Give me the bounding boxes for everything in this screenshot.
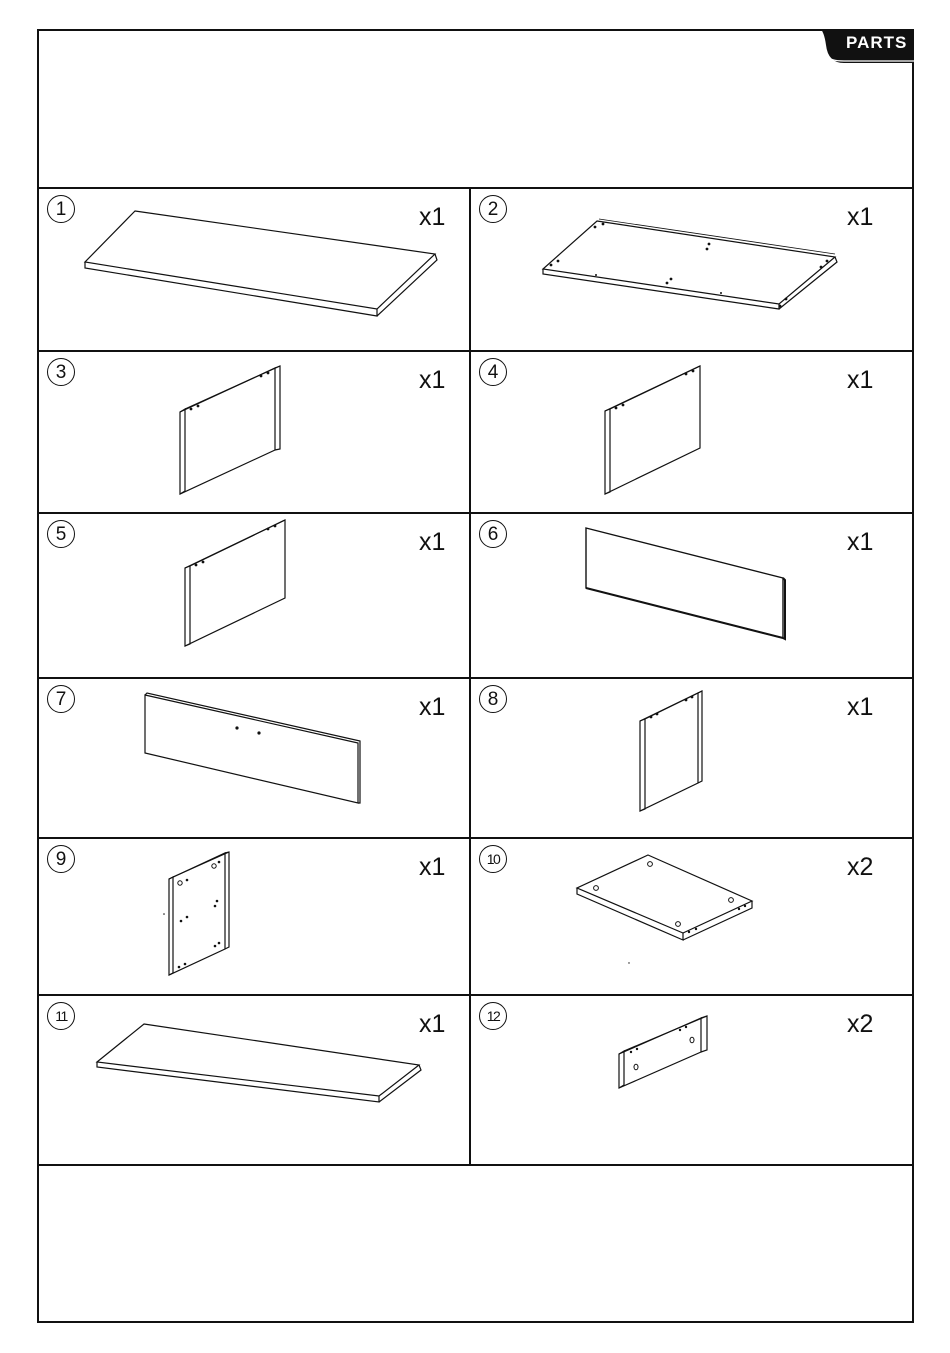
part-8-divider-panel-drawing	[471, 679, 913, 837]
part-12-support-strip-drawing	[471, 996, 913, 1164]
grid-bottom-line	[37, 1164, 914, 1166]
part-number-6: 6	[479, 520, 507, 548]
part-11-shelf-panel-drawing	[39, 996, 469, 1164]
parts-tab-label: PARTS	[846, 33, 908, 52]
part-quantity-10: x2	[847, 853, 874, 881]
part-cell-7	[39, 679, 469, 837]
part-number-8: 8	[479, 685, 507, 713]
part-quantity-4: x1	[847, 366, 874, 394]
part-cell-1	[39, 189, 469, 350]
part-quantity-7: x1	[419, 693, 446, 721]
part-3-side-panel-drawing	[39, 352, 469, 512]
part-number-2: 2	[479, 195, 507, 223]
part-number-9: 9	[47, 845, 75, 873]
part-1-top-panel-drawing	[39, 189, 469, 350]
part-cell-3	[39, 352, 469, 512]
part-number-3: 3	[47, 358, 75, 386]
part-quantity-6: x1	[847, 528, 874, 556]
part-4-side-panel-drawing	[471, 352, 913, 512]
part-cell-4	[471, 352, 913, 512]
part-quantity-12: x2	[847, 1010, 874, 1038]
part-quantity-11: x1	[419, 1010, 446, 1038]
part-cell-9	[39, 839, 469, 994]
part-quantity-1: x1	[419, 203, 446, 231]
part-cell-8	[471, 679, 913, 837]
part-number-11: 11	[47, 1002, 75, 1030]
part-7-front-panel-drawing	[39, 679, 469, 837]
part-number-10: 10	[479, 845, 507, 873]
part-quantity-3: x1	[419, 366, 446, 394]
part-5-side-panel-drawing	[39, 514, 469, 677]
part-2-bottom-panel-drawing	[471, 189, 913, 350]
part-number-4: 4	[479, 358, 507, 386]
part-number-1: 1	[47, 195, 75, 223]
part-number-5: 5	[47, 520, 75, 548]
part-cell-12	[471, 996, 913, 1164]
part-cell-6	[471, 514, 913, 677]
part-quantity-2: x1	[847, 203, 874, 231]
part-number-7: 7	[47, 685, 75, 713]
part-number-12: 12	[479, 1002, 507, 1030]
part-quantity-9: x1	[419, 853, 446, 881]
part-cell-5	[39, 514, 469, 677]
part-cell-11	[39, 996, 469, 1164]
part-cell-2	[471, 189, 913, 350]
part-quantity-5: x1	[419, 528, 446, 556]
part-9-vertical-panel-drawing	[39, 839, 469, 994]
part-quantity-8: x1	[847, 693, 874, 721]
part-10-shelf-drawing	[471, 839, 913, 994]
part-6-back-panel-drawing	[471, 514, 913, 677]
part-cell-10	[471, 839, 913, 994]
